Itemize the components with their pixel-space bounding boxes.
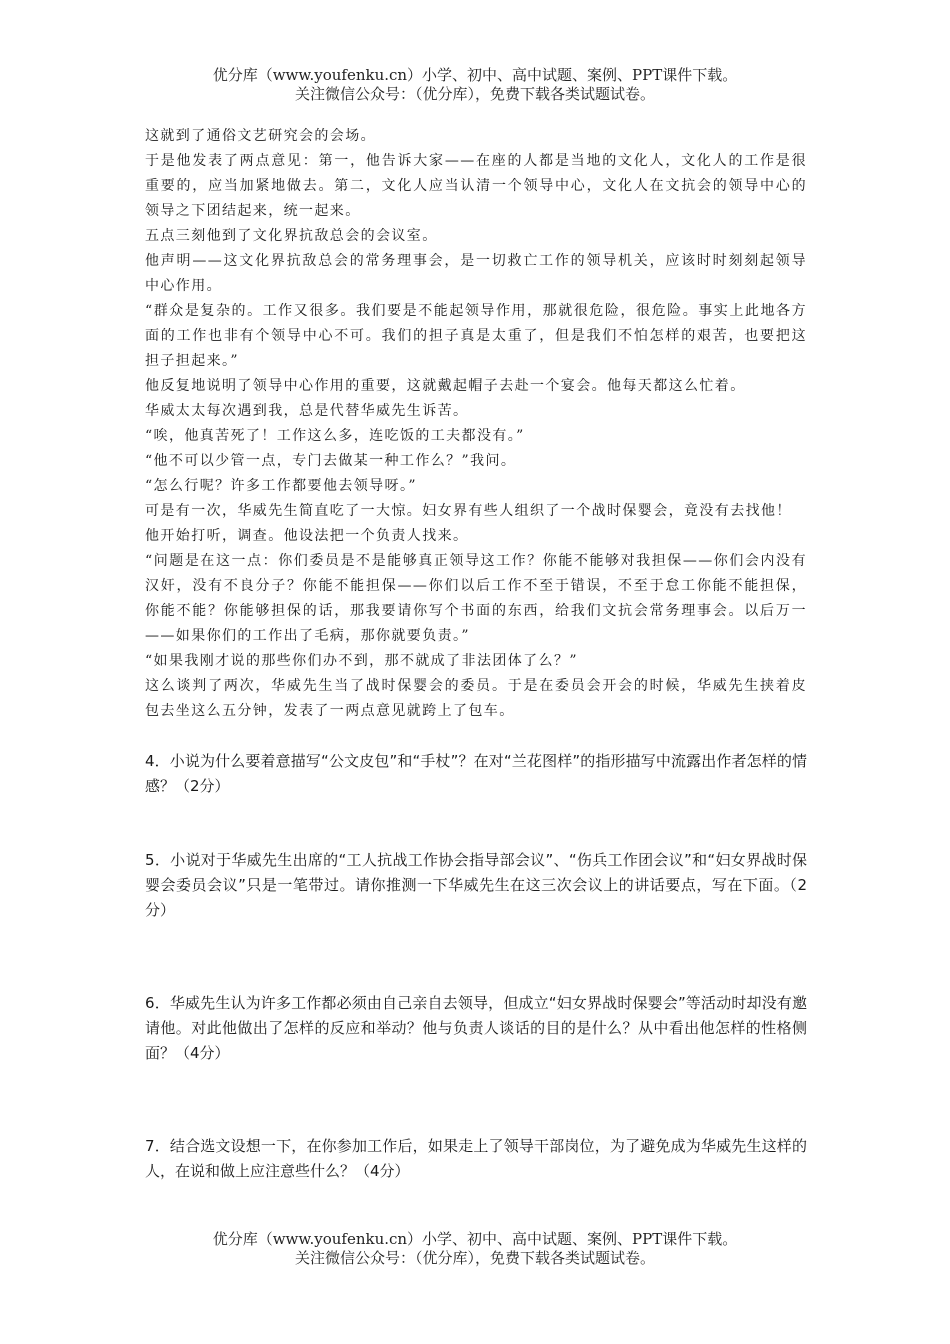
passage-paragraph: 五点三刻他到了文化界抗敌总会的会议室。	[145, 228, 438, 244]
passage-paragraph: “群众是复杂的。工作又很多。我们要是不能起领导作用，那就很危险，很危险。事实上此地各方面的工作也非有个领导中心不可。我们的担子真是太重了，但是我们不怕怎样的艰苦，也要把这担子担起来。”	[145, 303, 807, 369]
passage-paragraph: “唉，他真苦死了！工作这么多，连吃饭的工夫都没有。”	[145, 428, 525, 444]
question-6: 6．华威先生认为许多工作都必须由自己亲自去领导，但成立“妇女界战时保婴会”等活动时却没有邀请他。对此他做出了怎样的反应和举动？他与负责人谈话的目的是什么？从中看出他怎样的性格侧面？（4分）	[145, 994, 807, 1062]
reading-passage	[145, 124, 807, 724]
passage-paragraph: 这么谈判了两次，华威先生当了战时保婴会的委员。于是在委员会开会的时候，华威先生挟着皮包去坐这么五分钟，发表了一两点意见就跨上了包车。	[145, 678, 807, 719]
passage-paragraph: “如果我刚才说的那些你们办不到，那不就成了非法团体了么？”	[145, 653, 578, 669]
passage-paragraph: 他开始打听，调查。他设法把一个负责人找来。	[145, 528, 469, 544]
question-7: 7．结合选文设想一下，在你参加工作后，如果走上了领导干部岗位，为了避免成为华威先生这样的人，在说和做上应注意些什么？（4分）	[145, 1137, 807, 1180]
passage-paragraph: 于是他发表了两点意见：第一，他告诉大家——在座的人都是当地的文化人，文化人的工作是很重要的，应当加紧地做去。第二，文化人应当认清一个领导中心，文化人在文抗会的领导中心的领导之下团结起来，统一起来。	[145, 153, 807, 219]
passage-paragraph: “他不可以少管一点，专门去做某一种工作么？”我问。	[145, 453, 517, 469]
passage-paragraph: “问题是在这一点：你们委员是不是能够真正领导这工作？你能不能够对我担保——你们会内没有汉奸，没有不良分子？你能不能担保——你们以后工作不至于错误，不至于怠工你能不能担保，你能不能？你能够担保的话，那我要请你写个书面的东西，给我们文抗会常务理事会。以后万一——如果你们的工作出了毛病，那你就要负责。”	[145, 553, 807, 644]
page-footer	[0, 1230, 950, 1268]
question-4: 4．小说为什么要着意描写“公文皮包”和“手杖”？在对“兰花图样”的指形描写中流露出作者怎样的情感？（2分）	[145, 752, 807, 795]
passage-paragraph: 他反复地说明了领导中心作用的重要，这就戴起帽子去赴一个宴会。他每天都这么忙着。	[145, 378, 746, 394]
header-line-1: 优分库（www.youfenku.cn）小学、初中、高中试题、案例、PPT课件下载。	[212, 66, 738, 84]
footer-line-2: 关注微信公众号：（优分库），免费下载各类试题试卷。	[294, 1249, 655, 1267]
passage-paragraph: “怎么行呢？许多工作都要他去领导呀。”	[145, 478, 417, 494]
passage-paragraph: 他声明——这文化界抗敌总会的常务理事会，是一切救亡工作的领导机关，应该时时刻刻起领导中心作用。	[145, 253, 807, 294]
question-5: 5．小说对于华威先生出席的“工人抗战工作协会指导部会议”、“伤兵工作团会议”和“妇女界战时保婴会委员会议”只是一笔带过。请你推测一下华威先生在这三次会议上的讲话要点，写在下面。（2分）	[145, 851, 807, 919]
passage-paragraph: 华威太太每次遇到我，总是代替华威先生诉苦。	[145, 403, 469, 419]
passage-paragraph: 这就到了通俗文艺研究会的会场。	[145, 128, 376, 144]
header-line-2: 关注微信公众号：（优分库），免费下载各类试题试卷。	[294, 85, 655, 103]
passage-paragraph: 可是有一次，华威先生简直吃了一大惊。妇女界有些人组织了一个战时保婴会，竟没有去找他！	[145, 503, 792, 519]
question-list	[145, 749, 807, 1184]
footer-line-1: 优分库（www.youfenku.cn）小学、初中、高中试题、案例、PPT课件下载。	[212, 1230, 738, 1248]
page-header	[0, 66, 950, 104]
